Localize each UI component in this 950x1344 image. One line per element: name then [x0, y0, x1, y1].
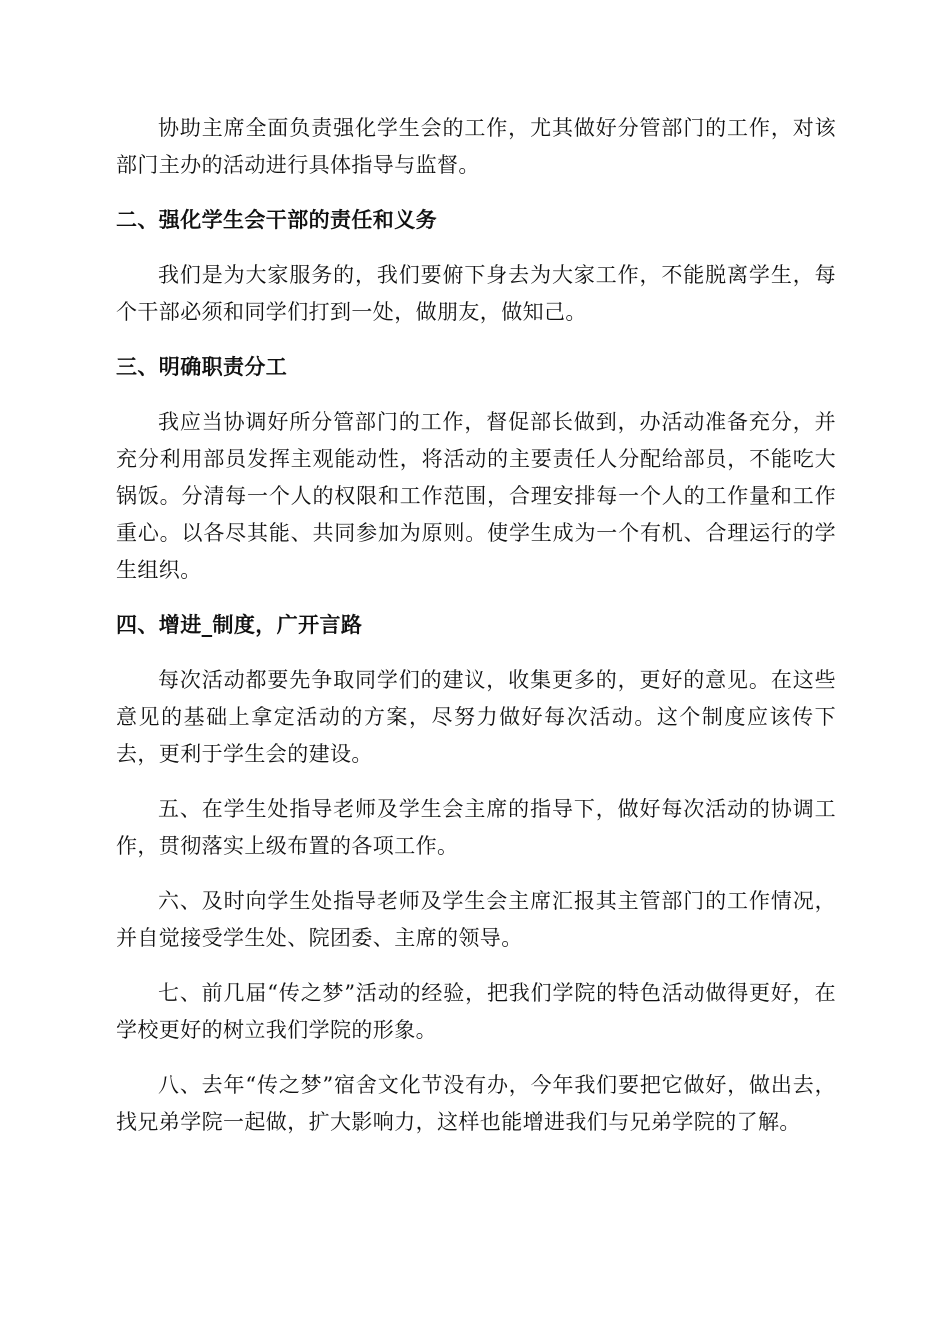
heading-section-4: 四、增进_制度，广开言路 [116, 613, 363, 637]
heading-section-3: 三、明确职责分工 [116, 355, 288, 379]
paragraph-duties: 协助主席全面负责强化学生会的工作，尤其做好分管部门的工作，对该部门主办的活动进行具体指导与监督。 [116, 116, 836, 177]
paragraph-item-5: 五、在学生处指导老师及学生会主席的指导下，做好每次活动的协调工作，贯彻落实上级布置的各项工作。 [116, 797, 836, 858]
document-page [116, 110, 836, 1141]
paragraph-suggestions: 每次活动都要先争取同学们的建议，收集更多的，更好的意见。在这些意见的基础上拿定活动的方案，尽努力做好每次活动。这个制度应该传下去，更利于学生会的建设。 [116, 668, 836, 766]
paragraph-item-8: 八、去年“传之梦”宿舍文化节没有办，今年我们要把它做好，做出去，找兄弟学院一起做，扩大影响力，这样也能增进我们与兄弟学院的了解。 [116, 1073, 836, 1134]
paragraph-item-7: 七、前几届“传之梦”活动的经验，把我们学院的特色活动做得更好，在学校更好的树立我们学院的形象。 [116, 981, 836, 1042]
paragraph-service: 我们是为大家服务的，我们要俯下身去为大家工作，不能脱离学生，每个干部必须和同学们打到一处，做朋友，做知己。 [116, 263, 836, 324]
paragraph-division: 我应当协调好所分管部门的工作，督促部长做到，办活动准备充分，并充分利用部员发挥主观能动性，将活动的主要责任人分配给部员，不能吃大锅饭。分清每一个人的权限和工作范围，合理安排每一个人的工作量和工作重心。以各尽其能、共同参加为原则。使学生成为一个有机、合理运行的学生组织。 [116, 410, 836, 582]
heading-section-2: 二、强化学生会干部的责任和义务 [116, 208, 437, 232]
paragraph-item-6: 六、及时向学生处指导老师及学生会主席汇报其主管部门的工作情况，并自觉接受学生处、院团委、主席的领导。 [116, 889, 836, 950]
